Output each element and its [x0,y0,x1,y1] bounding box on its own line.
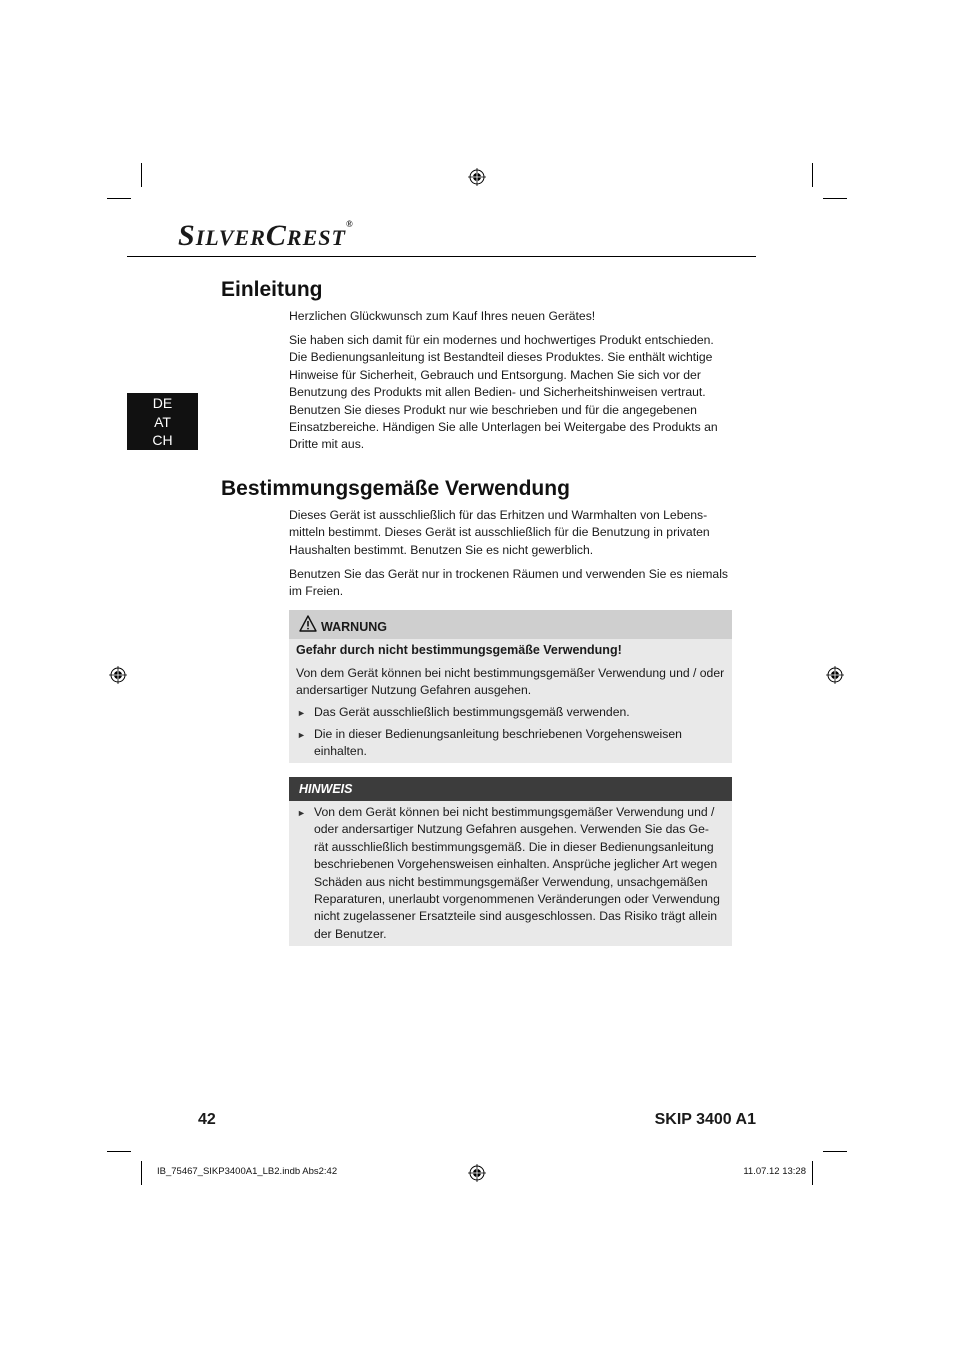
text-line: einhalten. [314,744,367,759]
language-code: CH [152,432,173,448]
registration-mark-icon [468,1164,486,1182]
header-rule [127,256,756,257]
print-slug-date: 11.07.12 13:28 [743,1166,806,1177]
logo-letters: REST [286,225,346,250]
silvercrest-logo [178,219,354,253]
note-label: HINWEIS [299,782,353,796]
text-line: Das Gerät ausschließlich bestimmungsgemäß verwenden. [314,705,630,719]
crop-mark [812,1161,813,1185]
bullet-arrow-icon: ► [297,708,306,718]
text-line: Reparaturen, unerlaubt vorgenommenen Veränderungen oder Verwendung [314,892,720,907]
text-line: Schäden aus nicht bestimmungsgemäßer Verwendung, unsachgemäßen [314,874,708,889]
text-line: Dritte mit aus. [289,437,365,452]
list-item [314,704,630,721]
text-line: Von dem Gerät können bei nicht bestimmungsgemäßer Verwendung und / [314,805,715,819]
crop-mark [107,198,131,199]
crop-mark [141,1161,142,1185]
registered-mark: ® [345,219,354,229]
crop-mark [823,198,847,199]
crop-mark [107,1151,131,1152]
text-line: Benutzung des Produkts mit allen Bedien- und Sicherheitshinweisen vertraut. [289,385,706,400]
warning-triangle-icon [299,615,317,632]
warning-label: WARNUNG [321,620,387,634]
crop-mark [141,163,142,187]
list-item [314,804,720,943]
text-line: mitteln bestimmt. Dieses Gerät ist ausschließlich für die Benutzung in privaten [289,525,710,540]
text-line: Dieses Gerät ist ausschließlich für das Erhitzen und Warmhalten von Lebens- [289,508,708,522]
text-line: beschriebenen Vorgehensweisen einhalten. Ansprüche jeglicher Art wegen [314,857,718,872]
text-line: Einsatzbereiche. Händigen Sie alle Unterlagen bei Weitergabe des Produkts an [289,420,718,435]
note-header [289,777,732,801]
language-code: DE [152,395,173,411]
text-line: Haushalten bestimmt. Benutzen Sie es nicht gewerblich. [289,542,594,557]
model-name: SKIP 3400 A1 [654,1111,756,1128]
crop-mark [812,163,813,187]
section-title-einleitung: Einleitung [221,278,323,301]
paragraph [289,507,710,559]
paragraph [289,332,718,454]
text-line: im Freien. [289,584,344,599]
bullet-arrow-icon: ► [297,808,306,818]
text-line: rät ausschließlich bestimmungsgemäß. Die in dieser Bedienungsanleitung [314,839,714,854]
text-line: nicht zugelassener Ersatzteile sind ausgeschlossen. Das Risiko trägt allein [314,909,718,924]
print-slug-file: IB_75467_SIKP3400A1_LB2.indb Abs2:42 [157,1166,338,1177]
logo-letter: C [265,219,287,252]
warning-heading: Gefahr durch nicht bestimmungsgemäße Verwendung! [296,643,622,657]
text-line: Benutzen Sie das Gerät nur in trockenen Räumen und verwenden Sie es niemals [289,567,729,581]
warning-text [296,665,724,700]
paragraph [289,566,728,601]
text-line: Die Bedienungsanleitung ist Bestandteil dieses Produktes. Sie enthält wichtige [289,350,713,365]
language-code: AT [154,413,171,430]
text-line: Sie haben sich damit für ein modernes und hochwertiges Produkt entschieden. [289,333,714,347]
page-number: 42 [198,1111,216,1128]
text-line: andersartiger Nutzung Gefahren ausgehen. [296,683,532,698]
paragraph: Herzlichen Glückwunsch zum Kauf Ihres neuen Gerätes! [289,309,596,323]
registration-mark-icon [468,168,486,186]
list-item [314,726,682,761]
registration-mark-icon [826,666,844,684]
text-line: Hinweise für Sicherheit, Gebrauch und Entsorgung. Machen Sie sich vor der [289,367,701,382]
logo-letter: S [178,219,196,252]
section-title-verwendung: Bestimmungsgemäße Verwendung [221,477,570,500]
text-line: oder andersartiger Nutzung Gefahren ausgehen. Verwenden Sie das Ge- [314,822,709,837]
language-tab [127,393,198,450]
registration-mark-icon [109,666,127,684]
text-line: Von dem Gerät können bei nicht bestimmungsgemäßer Verwendung und / oder [296,666,725,680]
crop-mark [823,1151,847,1152]
bullet-arrow-icon: ► [297,730,306,740]
text-line: Die in dieser Bedienungsanleitung beschriebenen Vorgehensweisen [314,727,682,741]
text-line: Benutzen Sie dieses Produkt nur wie beschrieben und für die angegebenen [289,402,697,417]
logo-letters: ILVER [195,225,266,250]
text-line: der Benutzer. [314,926,387,941]
